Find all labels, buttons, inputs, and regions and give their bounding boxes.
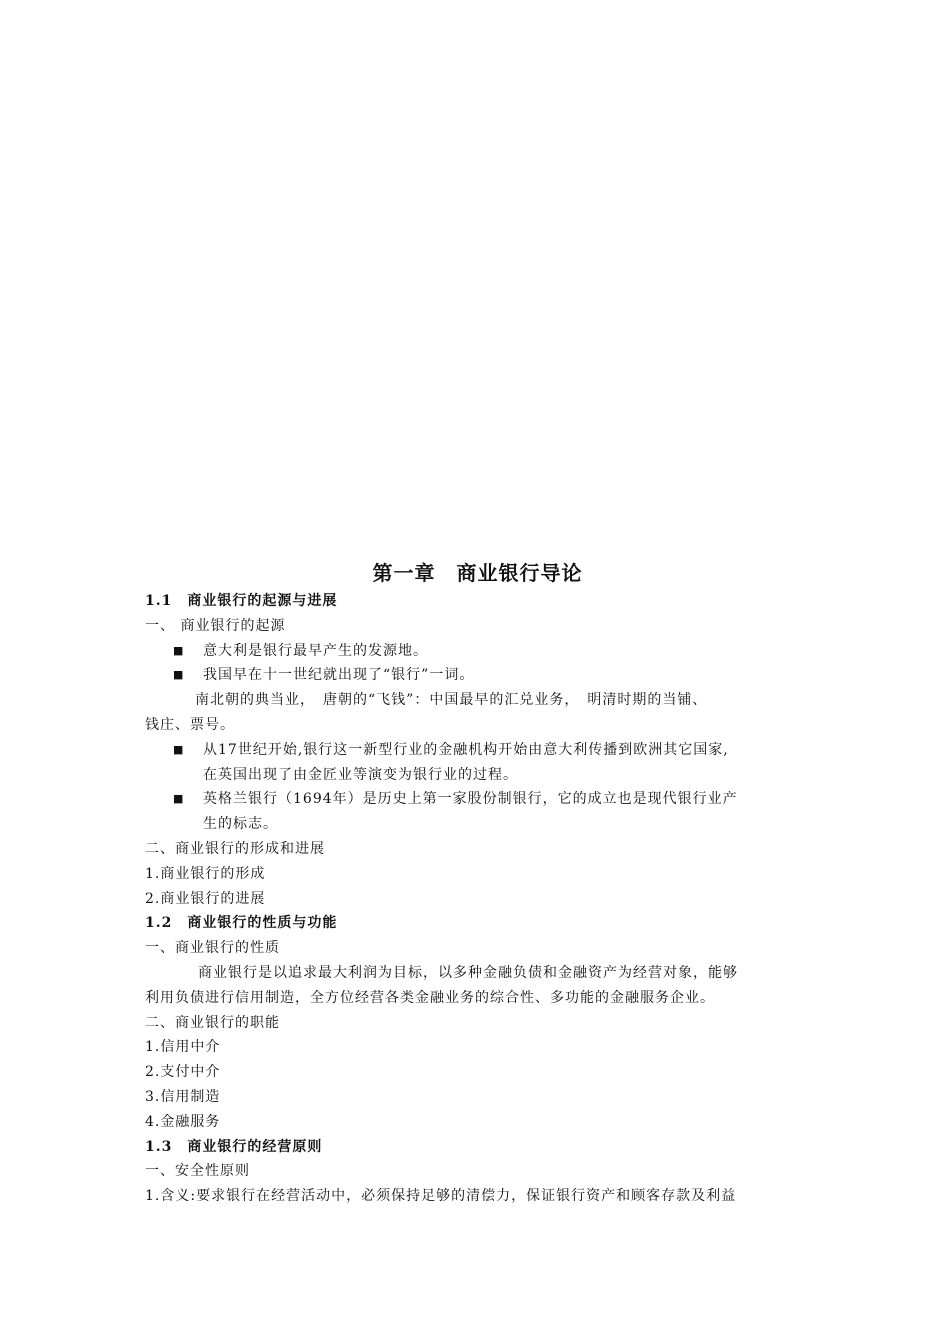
paragraph-line: 商业银行是以追求最大利润为目标，以多种金融负债和金融资产为经营对象，能够	[198, 964, 738, 981]
section-heading-1-3: 1.3 商业银行的经营原则	[145, 1138, 323, 1155]
list-item: 3.信用制造	[145, 1088, 221, 1105]
square-bullet-icon: ■	[173, 792, 185, 806]
list-item: 1.信用中介	[145, 1039, 221, 1056]
square-bullet-icon: ■	[173, 643, 185, 657]
document-content	[145, 557, 810, 1209]
subsection-heading: 二、商业银行的职能	[145, 1014, 280, 1031]
list-item: 1.商业银行的形成	[145, 865, 266, 882]
square-bullet-icon: ■	[173, 742, 185, 756]
bullet-text: 英格兰银行（1694年）是历史上第一家股份制银行，它的成立也是现代银行业产	[203, 791, 738, 808]
bullet-continuation: 生的标志。	[203, 816, 278, 833]
list-item: 4.金融服务	[145, 1113, 221, 1130]
paragraph-line: 利用负债进行信用制造，全方位经营各类金融业务的综合性、多功能的金融服务企业。	[145, 989, 715, 1006]
subsection-heading: 一、安全性原则	[145, 1163, 250, 1180]
subsection-heading: 一、 商业银行的起源	[145, 617, 286, 634]
paragraph-line: 南北朝的典当业， 唐朝的“飞钱”：中国最早的汇兑业务， 明清时期的当铺、	[195, 692, 708, 709]
list-item: 2.支付中介	[145, 1064, 221, 1081]
bullet-item	[145, 663, 810, 688]
bullet-item	[145, 738, 810, 763]
subsection-heading: 一、商业银行的性质	[145, 940, 280, 957]
chapter-title: 第一章 商业银行导论	[372, 561, 583, 585]
subsection-heading: 二、商业银行的形成和进展	[145, 840, 325, 857]
section-heading-1-2: 1.2 商业银行的性质与功能	[145, 915, 338, 932]
paragraph-line: 钱庄、票号。	[145, 716, 235, 733]
bullet-text: 我国早在十一世纪就出现了“银行”一词。	[203, 667, 475, 684]
paragraph-line: 1.含义:要求银行在经营活动中，必须保持足够的清偿力，保证银行资产和顾客存款及利益	[145, 1188, 737, 1205]
bullet-item	[145, 639, 810, 664]
section-heading-1-1: 1.1 商业银行的起源与进展	[145, 593, 338, 609]
bullet-text: 从17世纪开始,银行这一新型行业的金融机构开始由意大利传播到欧洲其它国家,	[203, 741, 729, 758]
bullet-continuation: 在英国出现了由金匠业等演变为银行业的过程。	[203, 766, 518, 783]
bullet-item	[145, 787, 810, 812]
bullet-text: 意大利是银行最早产生的发源地。	[203, 642, 428, 659]
list-item: 2.商业银行的进展	[145, 890, 266, 907]
square-bullet-icon: ■	[173, 668, 185, 682]
